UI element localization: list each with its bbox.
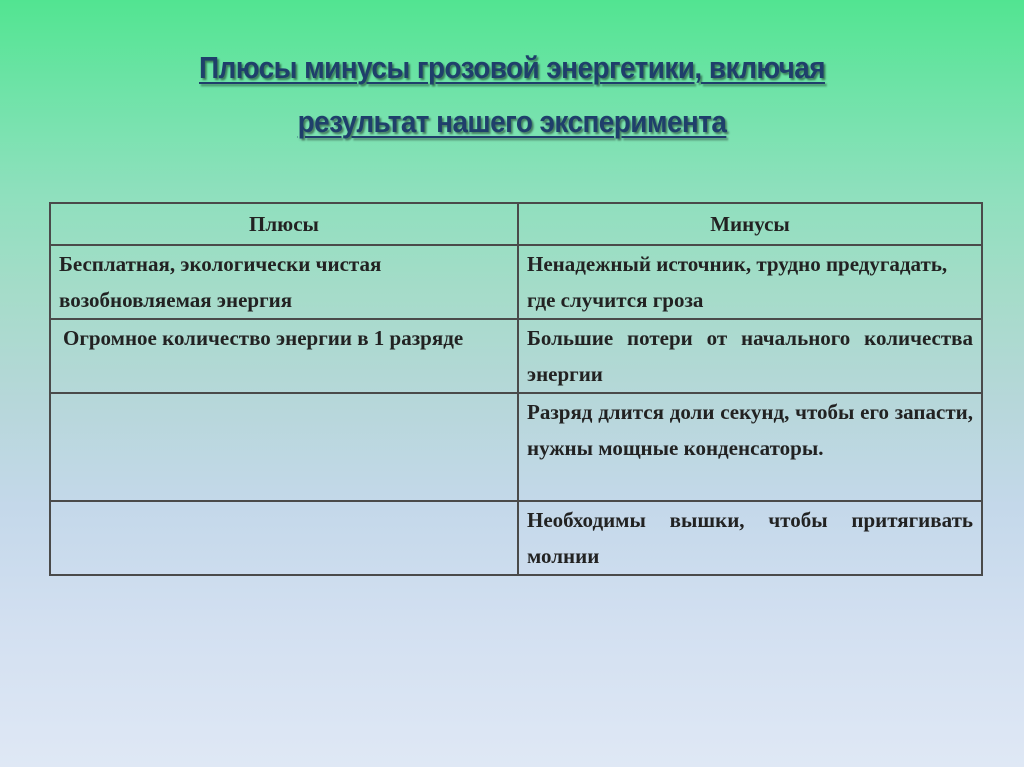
header-cons: Минусы [518,203,982,245]
cons-cell-highlighted: Большие потери от начального количества энергии [518,319,982,393]
table-row [50,501,982,575]
pros-cell-empty [50,393,518,501]
slide-title-line-2: результат нашего эксперимента [297,104,727,139]
pros-cons-table [49,202,983,576]
pros-cell: Огромное количество энергии в 1 разряде [50,319,518,393]
header-pros: Плюсы [50,203,518,245]
pros-cell-empty [50,501,518,575]
slide-title-line-1: Плюсы минусы грозовой энергетики, включая [198,50,825,85]
table-header-row [50,203,982,245]
pros-cell: Бесплатная, экологически чистая возобновляемая энергия [50,245,518,319]
cons-cell: Разряд длится доли секунд, чтобы его запасти, нужны мощные конденсаторы. [518,393,982,501]
cons-cell: Ненадежный источник, трудно предугадать, где случится гроза [518,245,982,319]
table-row [50,393,982,501]
table-row [50,319,982,393]
table-row [50,245,982,319]
cons-cell: Необходимы вышки, чтобы притягивать молнии [518,501,982,575]
